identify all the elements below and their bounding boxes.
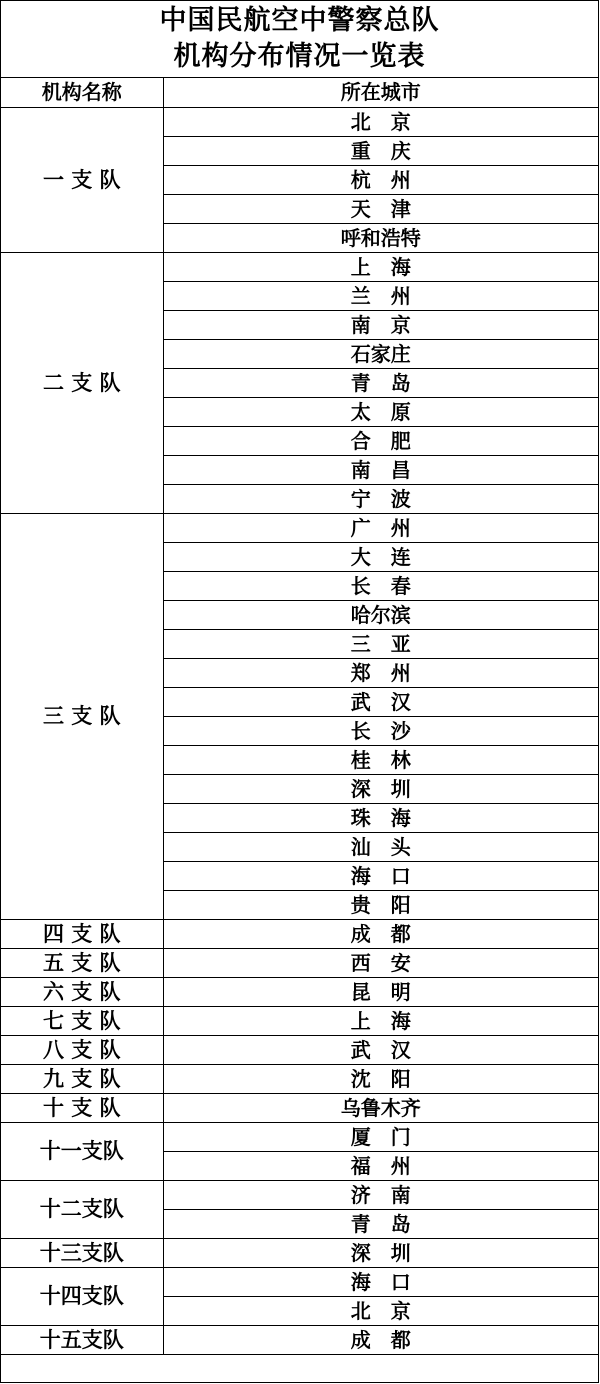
table-row bbox=[1, 1035, 598, 1064]
city-cell: 南 京 bbox=[163, 310, 598, 339]
city-cell: 深 圳 bbox=[163, 774, 598, 803]
city-cell: 珠 海 bbox=[163, 803, 598, 832]
city-cell: 上 海 bbox=[163, 1006, 598, 1035]
city-cell: 广 州 bbox=[163, 513, 598, 542]
table-row bbox=[1, 107, 598, 136]
city-cell: 北 京 bbox=[163, 107, 598, 136]
city-cell: 福 州 bbox=[163, 1151, 598, 1180]
table-row bbox=[1, 513, 598, 542]
unit-name-cell: 八 支 队 bbox=[1, 1035, 163, 1064]
city-cell: 海 口 bbox=[163, 1267, 598, 1296]
table-row bbox=[1, 977, 598, 1006]
table-row bbox=[1, 1238, 598, 1267]
table-row bbox=[1, 948, 598, 977]
city-cell: 兰 州 bbox=[163, 281, 598, 310]
city-column-header: 所在城市 bbox=[163, 78, 598, 107]
city-cell: 贵 阳 bbox=[163, 890, 598, 919]
city-cell: 海 口 bbox=[163, 861, 598, 890]
table-row bbox=[1, 1093, 598, 1122]
city-cell: 成 都 bbox=[163, 919, 598, 948]
table-row bbox=[1, 1122, 598, 1151]
city-cell: 北 京 bbox=[163, 1296, 598, 1325]
city-cell: 青 岛 bbox=[163, 1209, 598, 1238]
city-cell: 济 南 bbox=[163, 1180, 598, 1209]
unit-name-cell: 十四支队 bbox=[1, 1267, 163, 1325]
unit-name-cell: 三 支 队 bbox=[1, 513, 163, 919]
city-cell: 合 肥 bbox=[163, 426, 598, 455]
unit-name-cell: 一 支 队 bbox=[1, 107, 163, 252]
unit-name-cell: 十五支队 bbox=[1, 1325, 163, 1354]
org-table bbox=[1, 78, 598, 1355]
city-cell: 沈 阳 bbox=[163, 1064, 598, 1093]
city-cell: 天 津 bbox=[163, 194, 598, 223]
unit-name-cell: 二 支 队 bbox=[1, 252, 163, 513]
table-row bbox=[1, 1006, 598, 1035]
table-row bbox=[1, 1325, 598, 1354]
city-cell: 三 亚 bbox=[163, 629, 598, 658]
city-cell: 重 庆 bbox=[163, 136, 598, 165]
city-cell: 昆 明 bbox=[163, 977, 598, 1006]
city-cell: 上 海 bbox=[163, 252, 598, 281]
org-table-body bbox=[1, 78, 598, 1354]
city-cell: 武 汉 bbox=[163, 687, 598, 716]
city-cell: 石家庄 bbox=[163, 339, 598, 368]
table-row bbox=[1, 1267, 598, 1296]
table-row bbox=[1, 1180, 598, 1209]
table-row bbox=[1, 919, 598, 948]
city-cell: 郑 州 bbox=[163, 658, 598, 687]
unit-column-header: 机构名称 bbox=[1, 78, 163, 107]
city-cell: 太 原 bbox=[163, 397, 598, 426]
city-cell: 呼和浩特 bbox=[163, 223, 598, 252]
unit-name-cell: 九 支 队 bbox=[1, 1064, 163, 1093]
city-cell: 杭 州 bbox=[163, 165, 598, 194]
unit-name-cell: 十 支 队 bbox=[1, 1093, 163, 1122]
city-cell: 武 汉 bbox=[163, 1035, 598, 1064]
header-row bbox=[1, 78, 598, 107]
city-cell: 乌鲁木齐 bbox=[163, 1093, 598, 1122]
city-cell: 深 圳 bbox=[163, 1238, 598, 1267]
city-cell: 长 沙 bbox=[163, 716, 598, 745]
unit-name-cell: 四 支 队 bbox=[1, 919, 163, 948]
city-cell: 厦 门 bbox=[163, 1122, 598, 1151]
city-cell: 桂 林 bbox=[163, 745, 598, 774]
unit-name-cell: 十三支队 bbox=[1, 1238, 163, 1267]
title-line-2: 机构分布情况一览表 bbox=[173, 41, 426, 72]
unit-name-cell: 七 支 队 bbox=[1, 1006, 163, 1035]
table-row bbox=[1, 252, 598, 281]
unit-name-cell: 十一支队 bbox=[1, 1122, 163, 1180]
city-cell: 宁 波 bbox=[163, 484, 598, 513]
city-cell: 哈尔滨 bbox=[163, 600, 598, 629]
city-cell: 成 都 bbox=[163, 1325, 598, 1354]
table-title bbox=[1, 1, 598, 78]
unit-name-cell: 六 支 队 bbox=[1, 977, 163, 1006]
city-cell: 西 安 bbox=[163, 948, 598, 977]
city-cell: 长 春 bbox=[163, 571, 598, 600]
title-line-1: 中国民航空中警察总队 bbox=[159, 5, 440, 36]
city-cell: 青 岛 bbox=[163, 368, 598, 397]
city-cell: 南 昌 bbox=[163, 455, 598, 484]
city-cell: 汕 头 bbox=[163, 832, 598, 861]
city-cell: 大 连 bbox=[163, 542, 598, 571]
table-row bbox=[1, 1064, 598, 1093]
unit-name-cell: 十二支队 bbox=[1, 1180, 163, 1238]
unit-name-cell: 五 支 队 bbox=[1, 948, 163, 977]
